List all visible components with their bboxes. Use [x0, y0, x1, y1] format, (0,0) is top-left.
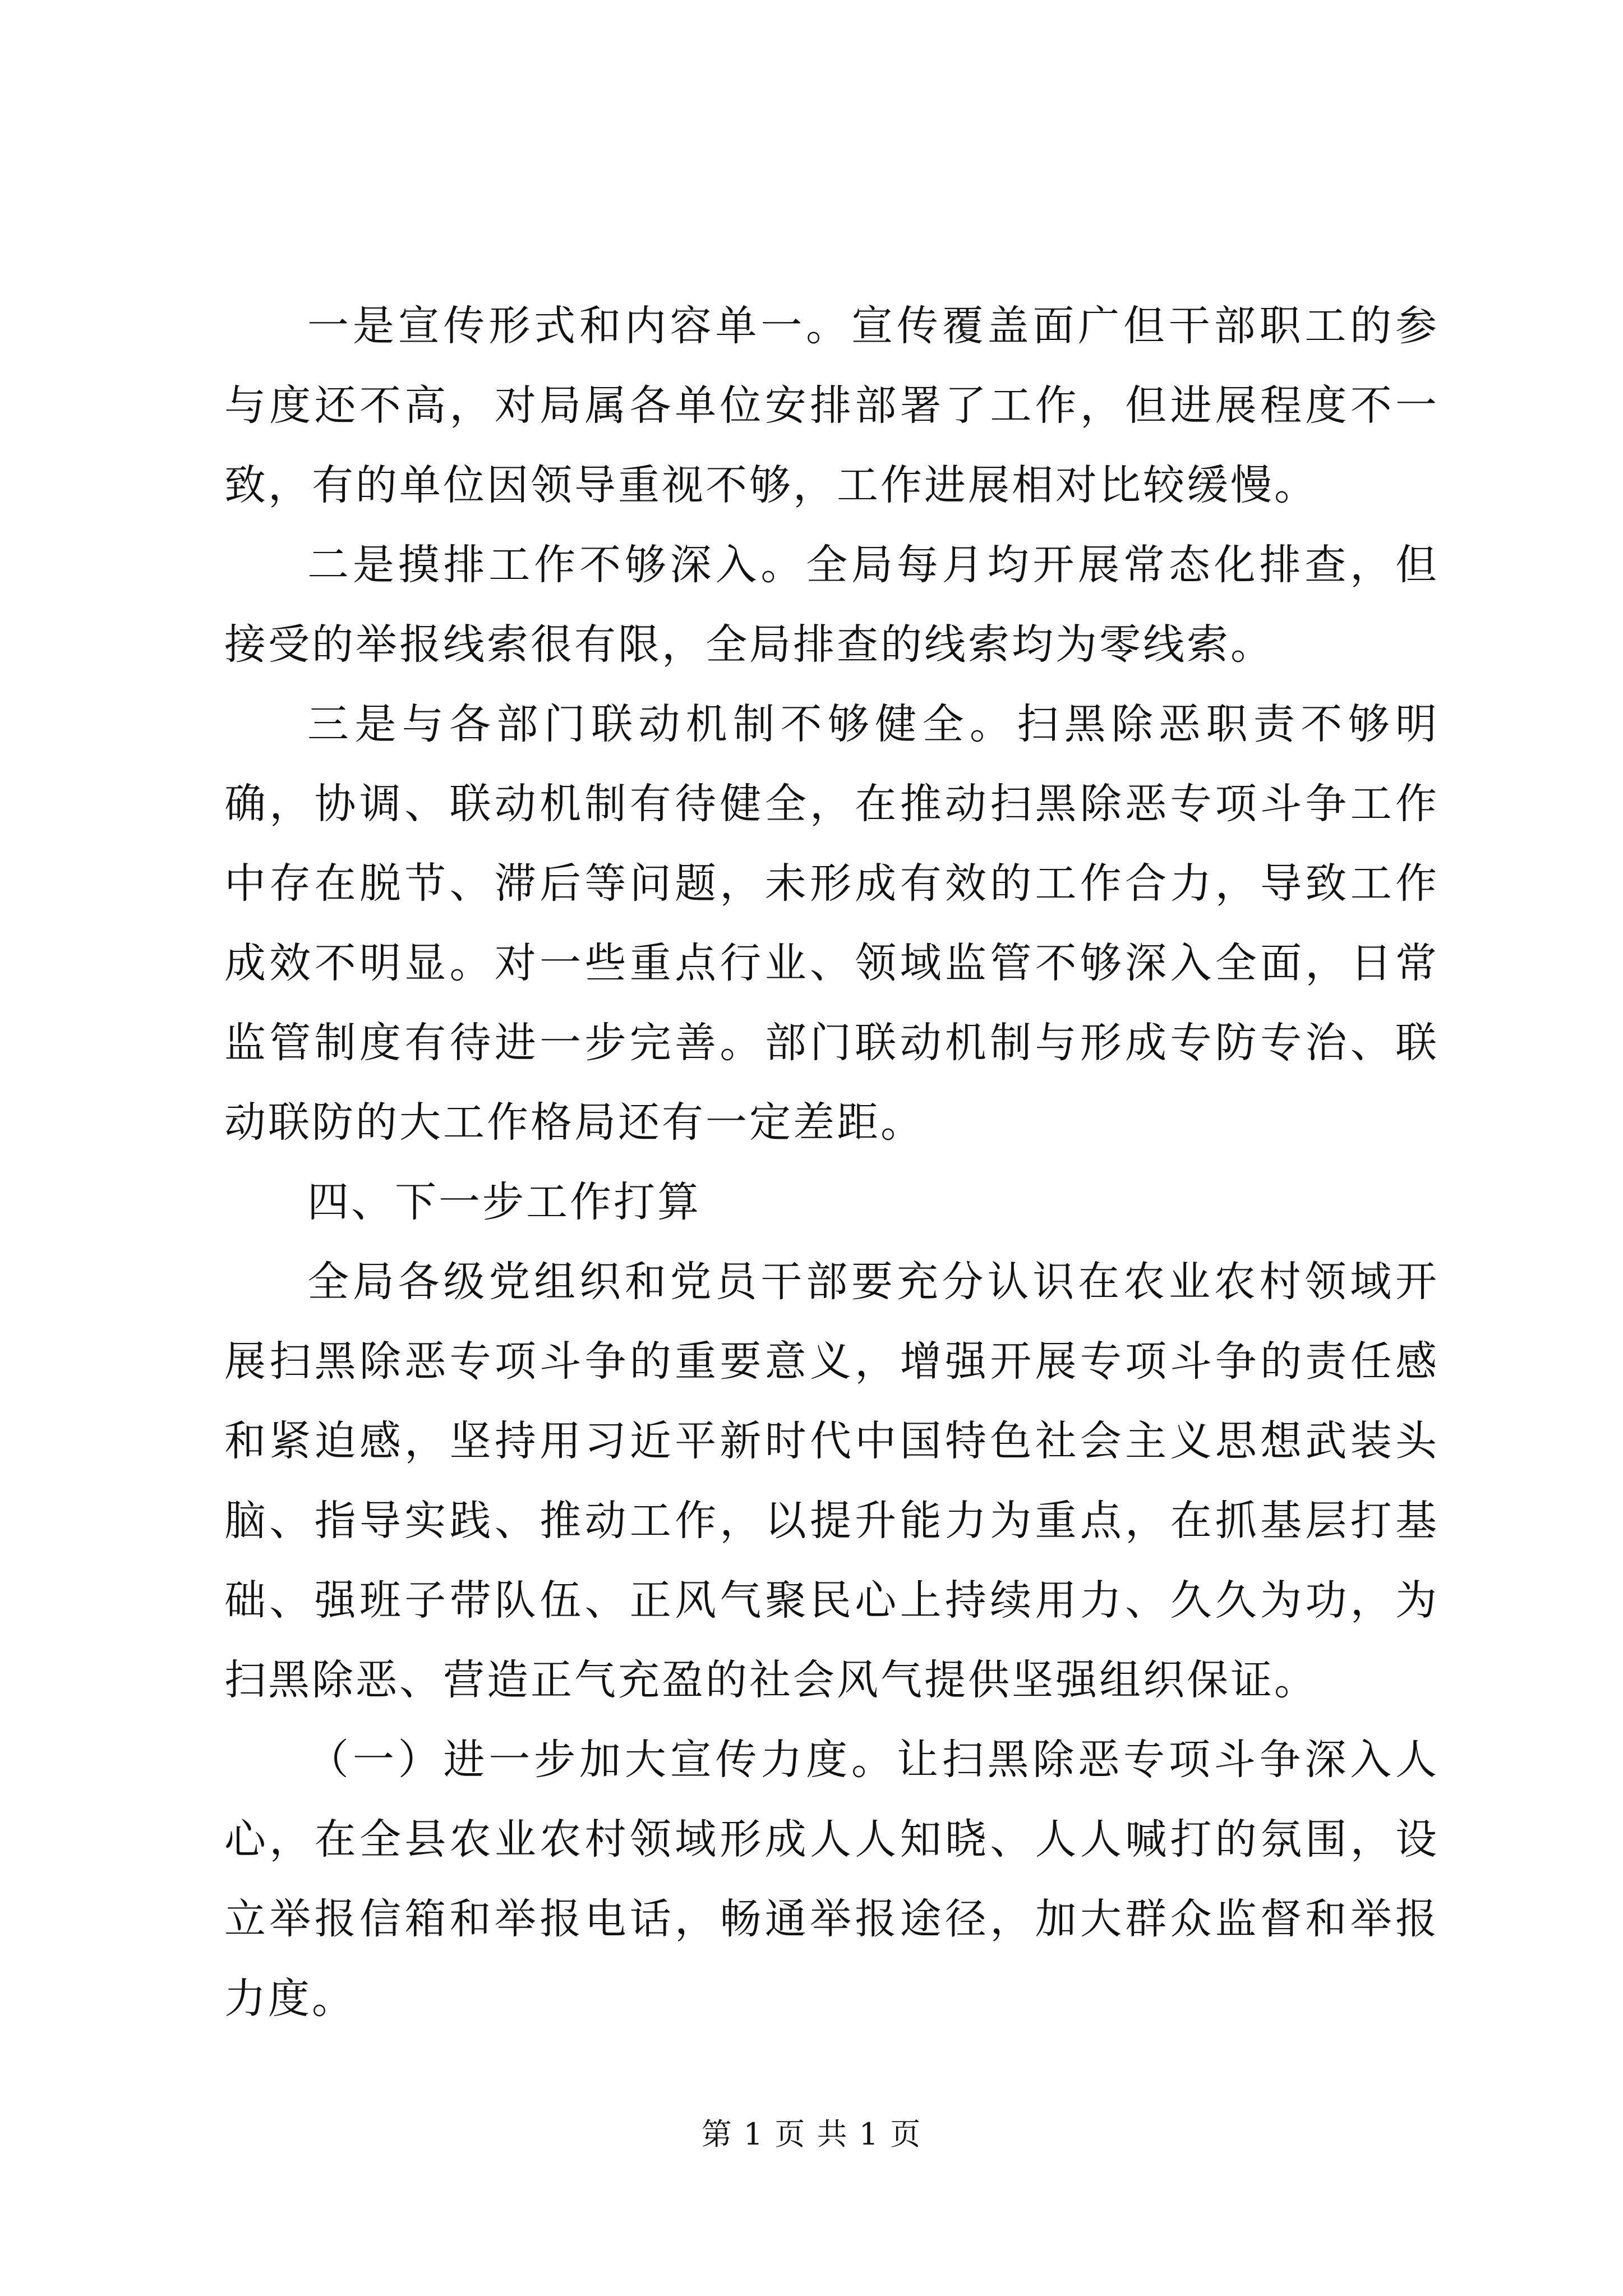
page-footer: 第 1 页 共 1 页 — [701, 2116, 922, 2152]
paragraph-problem-1: 一是宣传形式和内容单一。宣传覆盖面广但干部职工的参与度还不高，对局属各单位安排部署了工作，但进展程度不一致，有的单位因领导重视不够，工作进展相对比较缓慢。 — [224, 302, 1439, 509]
paragraph-problem-3: 三是与各部门联动机制不够健全。扫黑除恶职责不够明确，协调、联动机制有待健全，在推动扫黑除恶专项斗争工作中存在脱节、滞后等问题，未形成有效的工作合力，导致工作成效不明显。对一些重点行业、领域监管不够深入全面，日常监管制度有待进一步完善。部门联动机制与形成专防专治、联动联防的大工作格局还有一定差距。 — [224, 700, 1439, 1147]
document-body — [224, 286, 1439, 2039]
paragraph-problem-2: 二是摸排工作不够深入。全局每月均开展常态化排查，但接受的举报线索很有限，全局排查的线索均为零线索。 — [224, 541, 1439, 669]
paragraph-next-steps-intro: 全局各级党组织和党员干部要充分认识在农业农村领域开展扫黑除恶专项斗争的重要意义，增强开展专项斗争的责任感和紧迫感，坚持用习近平新时代中国特色社会主义思想武装头脑、指导实践、推动工作，以提升能力为重点，在抓基层打基础、强班子带队伍、正风气聚民心上持续用力、久久为功，为扫黑除恶、营造正气充盈的社会风气提供坚强组织保证。 — [224, 1258, 1439, 1704]
paragraph-next-steps-item-1: （一）进一步加大宣传力度。让扫黑除恶专项斗争深入人心，在全县农业农村领域形成人人知晓、人人喊打的氛围，设立举报信箱和举报电话，畅通举报途径，加大群众监督和举报力度。 — [224, 1736, 1439, 2023]
section-heading-next-steps: 四、下一步工作打算 — [307, 1178, 701, 1226]
